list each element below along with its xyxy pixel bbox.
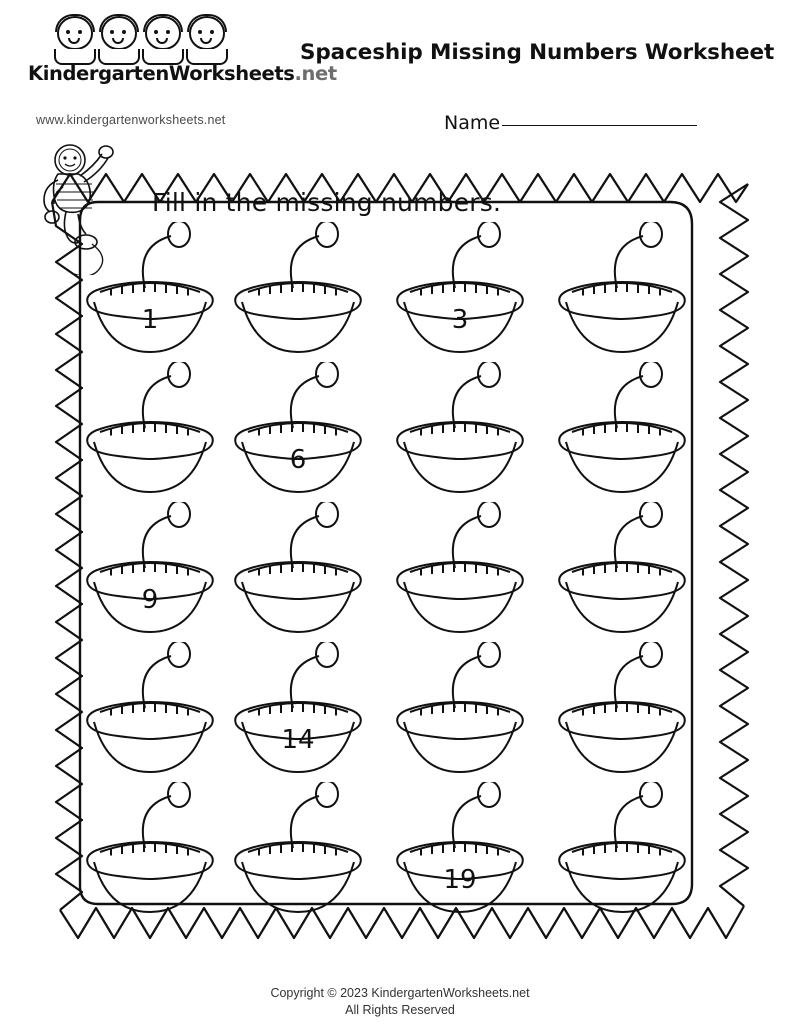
spaceship-item[interactable] <box>218 222 393 362</box>
kid-figure-icon <box>140 16 186 66</box>
spaceship-item[interactable] <box>218 362 393 502</box>
kid-figure-icon <box>52 16 98 66</box>
spaceship-item[interactable] <box>380 222 555 362</box>
copyright-text: Copyright © 2023 KindergartenWorksheets.net <box>270 986 530 1001</box>
ship-number[interactable]: 6 <box>289 445 307 475</box>
spaceship-item[interactable] <box>542 642 717 782</box>
spaceship-item[interactable] <box>380 782 555 922</box>
kids-illustration-icon <box>22 14 272 66</box>
spaceship-item[interactable] <box>218 502 393 642</box>
name-label: Name <box>444 112 501 134</box>
ship-number[interactable]: 3 <box>451 305 469 335</box>
logo-wordmark <box>28 62 337 85</box>
spaceship-item[interactable] <box>218 782 393 922</box>
site-logo[interactable] <box>22 14 337 85</box>
spaceship-item[interactable] <box>218 642 393 782</box>
logo-word-kindergarten: Kindergarten <box>28 62 169 85</box>
spaceship-item[interactable] <box>542 502 717 642</box>
spaceship-item[interactable] <box>380 642 555 782</box>
kid-figure-icon <box>184 16 230 66</box>
name-input-line[interactable] <box>502 125 697 126</box>
spaceship-item[interactable] <box>380 362 555 502</box>
page-title: Spaceship Missing Numbers Worksheet <box>300 40 775 65</box>
spaceship-item[interactable] <box>542 362 717 502</box>
spaceship-item[interactable] <box>542 222 717 362</box>
ship-number[interactable]: 1 <box>141 305 159 335</box>
logo-word-net: .net <box>294 62 337 85</box>
instruction-text: Fill in the missing numbers. <box>152 188 502 217</box>
site-url: www.kindergartenworksheets.net <box>36 113 226 127</box>
rights-text: All Rights Reserved <box>345 1003 455 1018</box>
spaceship-grid <box>70 222 730 932</box>
spaceship-item[interactable] <box>542 782 717 922</box>
ship-number[interactable]: 19 <box>443 865 477 895</box>
kid-figure-icon <box>96 16 142 66</box>
ship-number[interactable]: 14 <box>281 725 315 755</box>
spaceship-item[interactable] <box>380 502 555 642</box>
page-footer <box>0 985 800 1019</box>
page-header <box>0 0 800 145</box>
name-field-row <box>444 112 697 134</box>
ship-number[interactable]: 9 <box>141 585 159 615</box>
logo-word-worksheets: Worksheets <box>168 62 295 85</box>
